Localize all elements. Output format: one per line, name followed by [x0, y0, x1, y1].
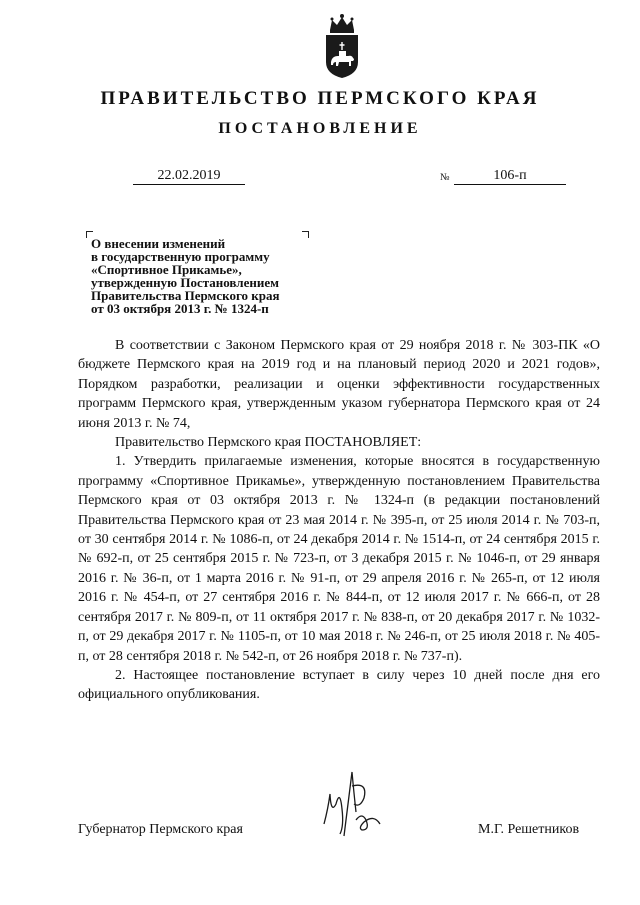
subject-line: от 03 октября 2013 г. № 1324-п — [91, 301, 269, 316]
document-subject — [91, 237, 321, 315]
perm-krai-coat-of-arms-icon — [322, 12, 362, 80]
document-date: 22.02.2019 — [133, 168, 245, 185]
document-body — [78, 336, 600, 705]
number-sign: № — [440, 172, 450, 183]
body-paragraph: 1. Утвердить прилагаемые изменения, которые вносятся в государственную программу «Спортивное Прикамье», утвержденную постановлением Правительства Пермского края от 03 октября 2013 г. № 1324-п (в редакции постановлений Правительства Пермского края от 23 мая 2014 г. № 395-п, от 25 июля 2014 г. № 703-п, от 30 сентября 2014 г. № 1086-п, от 24 декабря 2014 г. № 1514-п, от 24 сентября 2015 г. № 692-п, от 25 сентября 2015 г. № 723-п, от 3 декабря 2015 г. № 1046-п, от 29 января 2016 г. № 36-п, от 1 марта 2016 г. № 91-п, от 29 апреля 2016 г. № 265-п, от 12 июля 2016 г. № 454-п, от 27 сентября 2016 г. № 844-п, от 12 июля 2017 г. № 666-п, от 28 сентября 2017 г. № 809-п, от 11 октября 2017 г. № 838-п, от 20 декабря 2017 г. № 1032-п, от 29 декабря 2017 г. № 1105-п, от 10 мая 2018 г. № 246-п, от 25 июля 2018 г. № 405-п, от 28 сентября 2018 г. № 542-п, от 26 ноября 2018 г. № 737-п). — [78, 454, 600, 664]
handwritten-signature-icon — [318, 764, 388, 844]
subject-line: в государственную программу — [91, 249, 270, 264]
body-paragraph: В соответствии с Законом Пермского края от 29 ноября 2018 г. № 303-ПК «О бюджете Пермского края на 2019 год и на плановый период 2020 и 2021 годов», Порядком разработки, реализации и оценки эффективности государственных программ Пермского края, утвержденным указом губернатора Пермского края от 24 июня 2013 г. № 74, — [78, 338, 600, 431]
signer-name: М.Г. Решетников — [478, 822, 580, 837]
subject-line: Правительства Пермского края — [91, 288, 280, 303]
subject-line: утвержденную Постановлением — [91, 275, 279, 290]
subject-line: О внесении изменений — [91, 236, 226, 251]
body-paragraph: Правительство Пермского края ПОСТАНОВЛЯЕТ: — [115, 435, 422, 451]
document-type: ПОСТАНОВЛЕНИЕ — [218, 120, 422, 137]
signer-role: Губернатор Пермского края — [78, 822, 243, 837]
government-title: ПРАВИТЕЛЬСТВО ПЕРМСКОГО КРАЯ — [100, 88, 540, 109]
body-paragraph: 2. Настоящее постановление вступает в силу через 10 дней после дня его официального опубликования. — [78, 667, 600, 703]
subject-line: «Спортивное Прикамье», — [91, 262, 242, 277]
document-number: 106-п — [454, 168, 566, 185]
